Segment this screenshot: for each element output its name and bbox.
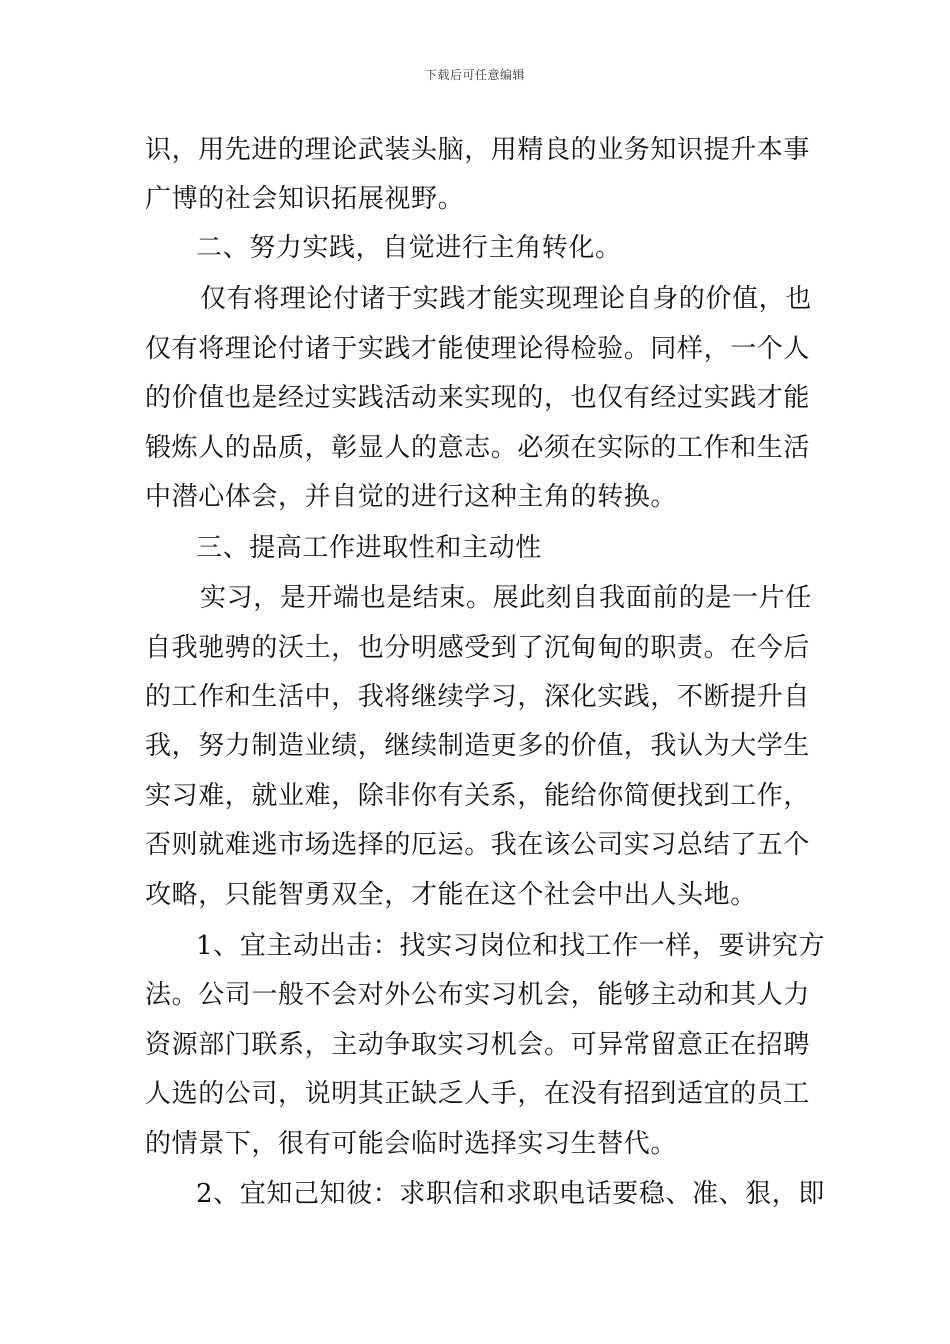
list-item: 2、宜知己知彼：求职信和求职电话要稳、准、狠，即 xyxy=(196,1179,825,1209)
body-line: 资源部门联系，主动争取实习机会。可异常留意正在招聘 xyxy=(145,1030,811,1060)
body-line: 我，努力制造业绩，继续制造更多的价值，我认为大学生 xyxy=(145,731,811,761)
body-line: 人选的公司，说明其正缺乏人手，在没有招到适宜的员工 xyxy=(145,1079,811,1109)
body-line: 否则就难逃市场选择的厄运。我在该公司实习总结了五个 xyxy=(145,830,811,860)
page-header: 下载后可任意编辑 xyxy=(424,68,525,82)
body-line: 法。公司一般不会对外公布实习机会，能够主动和其人力 xyxy=(145,980,811,1010)
list-item: 1、宜主动出击：找实习岗位和找工作一样，要讲究方 xyxy=(196,931,825,961)
body-line: 识，用先进的理论武装头脑，用精良的业务知识提升本事 xyxy=(145,135,811,165)
body-line: 中潜心体会，并自觉的进行这种主角的转换。 xyxy=(145,482,678,512)
body-line: 实习，是开端也是结束。展此刻自我面前的是一片任 xyxy=(200,583,812,613)
body-line: 的工作和生活中，我将继续学习，深化实践，不断提升自 xyxy=(145,682,811,712)
body-line: 自我驰骋的沃土，也分明感受到了沉甸甸的职责。在今后 xyxy=(145,633,811,663)
body-line: 的价值也是经过实践活动来实现的，也仅有经过实践才能 xyxy=(145,383,811,413)
body-line: 的情景下，很有可能会临时选择实习生替代。 xyxy=(145,1129,678,1159)
section-heading: 二、努力实践，自觉进行主角转化。 xyxy=(196,233,622,263)
body-line: 仅有将理论付诸于实践才能实现理论自身的价值，也 xyxy=(200,284,812,314)
body-line: 广博的社会知识拓展视野。 xyxy=(145,184,465,214)
body-line: 仅有将理论付诸于实践才能使理论得检验。同样，一个人 xyxy=(145,334,811,364)
body-line: 实习难，就业难，除非你有关系，能给你简便找到工作， xyxy=(145,781,811,811)
body-line: 锻炼人的品质，彰显人的意志。必须在实际的工作和生活 xyxy=(145,433,811,463)
body-line: 攻略，只能智勇双全，才能在这个社会中出人头地。 xyxy=(145,880,757,910)
section-heading: 三、提高工作进取性和主动性 xyxy=(196,533,542,563)
